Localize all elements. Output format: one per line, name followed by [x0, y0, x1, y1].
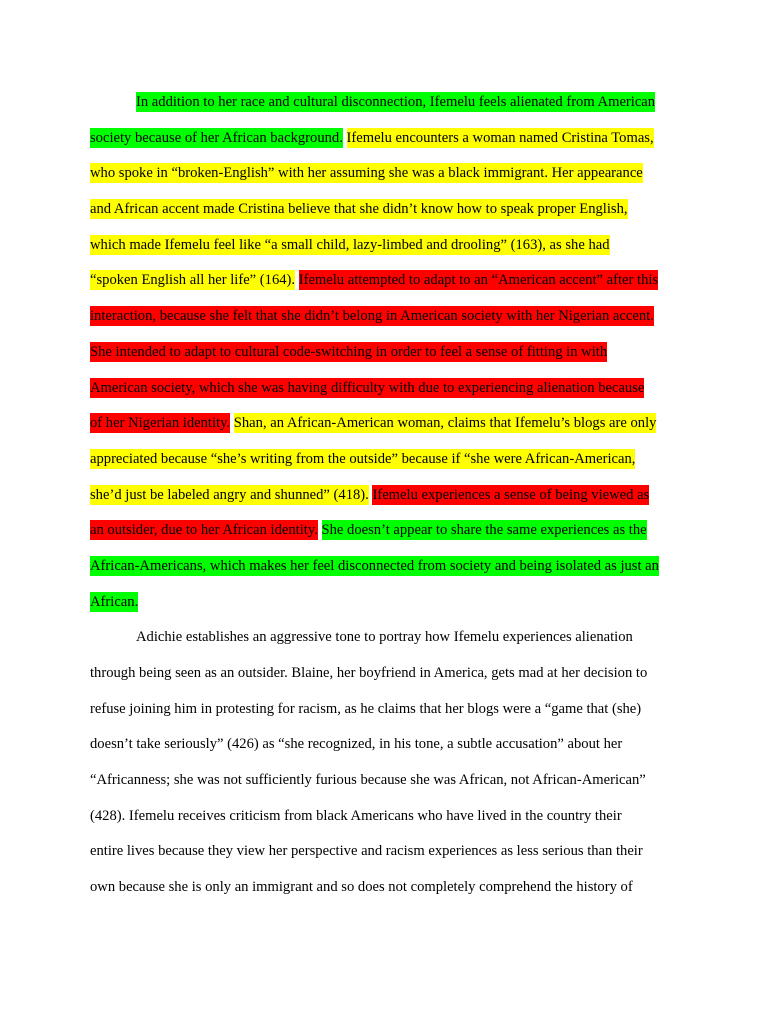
paragraph-1	[90, 85, 680, 620]
text-line	[90, 335, 680, 371]
highlight-red: She intended to adapt to cultural code-switching in order to feel a sense of fitting in with	[90, 343, 608, 360]
text-line	[90, 442, 680, 478]
text-line: “Africanness; she was not sufficiently furious because she was African, not African-American”	[90, 772, 646, 789]
text-line: through being seen as an outsider. Blaine, her boyfriend in America, gets mad at her decision to	[90, 665, 648, 681]
highlight-yellow: Shan, an African-American woman, claims that Ifemelu’s blogs are only	[233, 415, 657, 432]
text-line	[90, 121, 680, 157]
highlight-red: an outsider, due to her African identity.	[90, 522, 318, 539]
document-body	[90, 85, 680, 906]
highlight-yellow: which made Ifemelu feel like “a small child, lazy-limbed and drooling” (163), as she had	[90, 236, 610, 253]
highlight-green: African.	[90, 593, 139, 610]
highlight-red: Ifemelu experiences a sense of being viewed as	[372, 486, 650, 503]
text-line	[90, 549, 680, 585]
text-line	[90, 585, 680, 621]
highlight-green: She doesn’t appear to share the same experiences as the	[321, 522, 647, 539]
highlight-red: of her Nigerian identity.	[90, 415, 231, 432]
highlight-green: In addition to her race and cultural disconnection, Ifemelu feels alienated from American	[136, 94, 656, 110]
highlight-green: African-Americans, which makes her feel disconnected from society and being isolated as just an	[90, 557, 659, 574]
highlight-green: society because of her African background.	[90, 129, 343, 146]
text-line	[90, 192, 680, 228]
text-line	[90, 263, 680, 299]
text-line	[90, 371, 680, 407]
text-line: own because she is only an immigrant and so does not completely comprehend the history of	[90, 879, 633, 896]
text-line	[90, 85, 680, 121]
highlight-yellow: appreciated because “she’s writing from the outside” because if “she were African-American,	[90, 450, 636, 467]
text-line	[90, 299, 680, 335]
text-line: (428). Ifemelu receives criticism from black Americans who have lived in the country their	[90, 807, 622, 824]
highlight-yellow: Ifemelu encounters a woman named Cristina Tomas,	[346, 129, 654, 146]
highlight-yellow: she’d just be labeled angry and shunned” (418).	[90, 486, 369, 503]
text-line	[90, 478, 680, 514]
highlight-yellow: “spoken English all her life” (164).	[90, 272, 296, 289]
text-line: refuse joining him in protesting for racism, as he claims that her blogs were a “game that (she)	[90, 700, 642, 717]
text-line	[90, 156, 680, 192]
highlight-red: interaction, because she felt that she didn’t belong in American society with her Nigerian accent.	[90, 308, 654, 325]
text-line	[90, 513, 680, 549]
highlight-yellow: and African accent made Cristina believe that she didn’t know how to speak proper English,	[90, 201, 628, 218]
text-line	[90, 228, 680, 264]
paragraph-2	[90, 620, 680, 906]
text-segment	[318, 522, 322, 538]
text-line: Adichie establishes an aggressive tone to portray how Ifemelu experiences alienation	[136, 629, 633, 646]
highlight-red: American society, which she was having difficulty with due to experiencing alienation because	[90, 379, 645, 396]
highlight-yellow: who spoke in “broken-English” with her assuming she was a black immigrant. Her appearance	[90, 165, 643, 182]
text-line: entire lives because they view her perspective and racism experiences as less serious than their	[90, 843, 643, 860]
text-line: doesn’t take seriously” (426) as “she recognized, in his tone, a subtle accusation” about her	[90, 736, 623, 753]
text-segment	[343, 130, 347, 146]
text-line	[90, 406, 680, 442]
highlight-red: Ifemelu attempted to adapt to an “American accent” after this	[298, 272, 659, 289]
